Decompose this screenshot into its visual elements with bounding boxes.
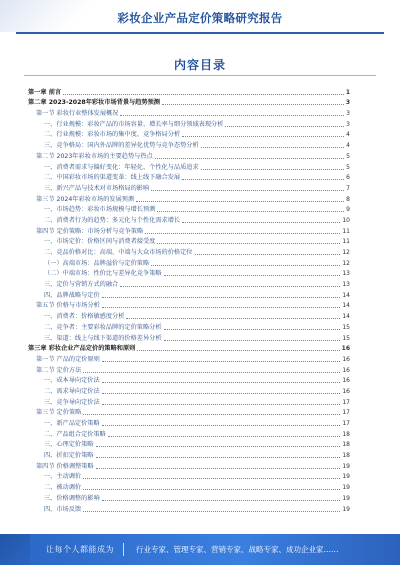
report-title: 彩妆企业产品定价策略研究报告 bbox=[117, 11, 283, 25]
toc-entry[interactable] bbox=[28, 257, 350, 268]
toc-entry[interactable] bbox=[28, 407, 350, 418]
toc-entry[interactable] bbox=[28, 332, 350, 343]
toc-entry[interactable] bbox=[28, 193, 350, 204]
toc-page-number: 7 bbox=[346, 184, 350, 192]
toc-entry-label: 二、竞品价格对比：高端、中端与大众市场的价格定位 bbox=[44, 249, 193, 256]
toc-entry-label: 一、市场定价：价格区间与消费者接受度 bbox=[44, 238, 156, 246]
toc-page-number: 19 bbox=[342, 462, 350, 470]
toc-leader-dots bbox=[164, 329, 341, 330]
toc-leader-dots bbox=[120, 115, 344, 116]
toc-entry-label: 三、竞争导向定价法 bbox=[44, 398, 100, 406]
toc-page-number: 13 bbox=[342, 270, 350, 278]
toc-entry-label: 二、竞争者：主要彩妆品牌的定价策略分析 bbox=[44, 323, 162, 331]
toc-entry[interactable] bbox=[28, 150, 350, 161]
toc-entry-label: 第二节 定价方法 bbox=[36, 366, 82, 374]
toc-entry-label: 二、消费者行为的趋势：多元化与个性化需求增长 bbox=[44, 216, 181, 224]
toc-entry-label: 第三章 彩妆企业产品定价的策略和原则 bbox=[28, 345, 136, 353]
toc-entry-label: 三、定价与营销方式的融合 bbox=[44, 281, 119, 289]
footer-separator bbox=[123, 543, 124, 556]
toc-entry-label: 四、品牌战略与定价 bbox=[44, 291, 100, 299]
toc-entry-label: 第一节 彩妆行业整体发展概况 bbox=[36, 110, 119, 118]
toc-entry[interactable] bbox=[28, 417, 350, 428]
toc-entry-label: 二、需求导向定价法 bbox=[44, 387, 100, 395]
toc-page-number: 16 bbox=[342, 355, 350, 363]
page-header bbox=[0, 0, 400, 38]
toc-page-number: 19 bbox=[342, 473, 350, 481]
toc-page-number: 16 bbox=[342, 366, 350, 374]
toc-leader-dots bbox=[155, 158, 344, 159]
toc-entry[interactable] bbox=[28, 246, 350, 257]
toc-page-number: 13 bbox=[342, 281, 350, 289]
toc-entry[interactable] bbox=[28, 503, 350, 514]
toc-page-number: 11 bbox=[342, 227, 350, 235]
toc-leader-dots bbox=[145, 233, 340, 234]
toc-leader-dots bbox=[137, 350, 339, 351]
toc-leader-dots bbox=[102, 307, 341, 308]
toc-chapter-entry[interactable] bbox=[28, 343, 350, 354]
toc-entry-label: 一、成本导向定价法 bbox=[44, 377, 100, 385]
toc-entry[interactable] bbox=[28, 118, 350, 129]
toc-leader-dots bbox=[201, 147, 344, 148]
toc-page-number: 18 bbox=[342, 452, 350, 460]
toc-leader-dots bbox=[83, 489, 340, 490]
toc-leader-dots bbox=[63, 94, 344, 95]
toc-leader-dots bbox=[102, 393, 341, 394]
toc-page-number: 3 bbox=[346, 110, 350, 118]
toc-leader-dots bbox=[164, 340, 341, 341]
toc-page-number: 4 bbox=[346, 142, 350, 150]
toc-entry-label: 一、消费者：价格敏感度分析 bbox=[44, 313, 125, 321]
toc-leader-dots bbox=[108, 436, 340, 437]
toc-entry-label: 一、市场趋势：彩妆市场规模与增长预测 bbox=[44, 206, 156, 214]
toc-entry-label: 第三节 2024年彩妆市场的发展预测 bbox=[36, 195, 135, 203]
toc-entry-label: 第四节 价格调整策略 bbox=[36, 462, 94, 470]
toc-leader-dots bbox=[83, 414, 340, 415]
toc-leader-dots bbox=[126, 318, 340, 319]
toc-title: 内容目录 bbox=[173, 58, 226, 72]
toc-entry-label: 第五节 价格与市场分析 bbox=[36, 302, 100, 310]
toc-leader-dots bbox=[96, 468, 341, 469]
toc-entry[interactable] bbox=[28, 396, 350, 407]
toc-title-rule bbox=[24, 75, 376, 76]
toc-leader-dots bbox=[83, 478, 340, 479]
toc-entry[interactable] bbox=[28, 236, 350, 247]
toc-entry[interactable] bbox=[28, 364, 350, 375]
toc-leader-dots bbox=[182, 136, 344, 137]
toc-entry[interactable] bbox=[28, 310, 350, 321]
toc-leader-dots bbox=[157, 211, 344, 212]
toc-page-number: 8 bbox=[346, 195, 350, 203]
toc-entry[interactable] bbox=[28, 471, 350, 482]
toc-page-number: 10 bbox=[342, 216, 350, 224]
toc-entry[interactable] bbox=[28, 107, 350, 118]
toc-entry-label: 第三节 定价策略 bbox=[36, 409, 82, 417]
toc-page-number: 17 bbox=[342, 409, 350, 417]
toc-page-number: 16 bbox=[341, 345, 350, 353]
toc-page-number: 11 bbox=[342, 238, 350, 246]
toc-entry[interactable] bbox=[28, 129, 350, 140]
toc-entry-label: 第一章 前言 bbox=[28, 88, 62, 96]
footer-accent bbox=[0, 534, 30, 565]
toc-entry-label: （二）中端市场：性价比与差异化竞争策略 bbox=[44, 270, 162, 278]
toc-entry[interactable] bbox=[28, 182, 350, 193]
toc-entry-label: 三、心理定价策略 bbox=[44, 441, 94, 449]
toc-leader-dots bbox=[157, 243, 340, 244]
toc-entry[interactable] bbox=[28, 353, 350, 364]
toc-entry-label: （一）高端市场：品牌溢价与定价策略 bbox=[44, 259, 150, 267]
toc-page-number: 19 bbox=[342, 505, 350, 513]
toc-leader-dots bbox=[225, 126, 344, 127]
toc-page-number: 15 bbox=[342, 334, 350, 342]
toc-page-number: 3 bbox=[345, 99, 350, 107]
toc-page-number: 16 bbox=[342, 387, 350, 395]
toc-page-number: 9 bbox=[346, 206, 350, 214]
toc-page-number: 14 bbox=[342, 313, 350, 321]
toc-entry[interactable] bbox=[28, 428, 350, 439]
toc-entry-label: 一、新产品定价策略 bbox=[44, 420, 100, 427]
toc-entry-label: 一、主动调价 bbox=[44, 473, 82, 481]
toc-entry[interactable] bbox=[28, 172, 350, 183]
toc-leader-dots bbox=[151, 190, 344, 191]
toc-entry-label: 二、产品组合定价策略 bbox=[44, 430, 106, 438]
toc-page-number: 16 bbox=[342, 377, 350, 385]
toc-entry-label: 一、消费者需求与偏好变化：年轻化、个性化与品质追求 bbox=[44, 163, 199, 171]
toc-page-number: 3 bbox=[346, 120, 350, 128]
toc-entry[interactable] bbox=[28, 492, 350, 503]
toc-entry[interactable] bbox=[28, 385, 350, 396]
footer-slogan: 行业专家、管理专家、营销专家、战略专家、成功企业家…… bbox=[136, 545, 339, 554]
toc-entry-label: 第二章 2023-2028年彩妆市场背景与趋势预测 bbox=[28, 99, 160, 107]
toc-page-number: 1 bbox=[345, 88, 350, 96]
toc-page-number: 6 bbox=[346, 174, 350, 182]
toc-leader-dots bbox=[120, 286, 340, 287]
toc-entry-label: 四、市场反馈 bbox=[44, 505, 82, 513]
toc-entry[interactable] bbox=[28, 204, 350, 215]
toc-entry-label: 三、竞争格局：国内外品牌的差异化优势与竞争态势分析 bbox=[44, 142, 199, 150]
header-rule bbox=[16, 32, 384, 34]
footer-tagline: 让每个人都能成为 bbox=[46, 545, 114, 554]
toc-entry-label: 三、价格调整的影响 bbox=[44, 494, 100, 502]
toc-entry[interactable] bbox=[28, 278, 350, 289]
toc-page-number: 15 bbox=[342, 323, 350, 331]
toc-page-number: 14 bbox=[342, 291, 350, 299]
toc-entry-label: 三、渠道：线上与线下渠道的价格差异分析 bbox=[44, 334, 162, 342]
toc-leader-dots bbox=[195, 254, 341, 255]
toc-page-number: 19 bbox=[342, 484, 350, 492]
toc-entry[interactable] bbox=[28, 321, 350, 332]
toc-entry[interactable] bbox=[28, 449, 350, 460]
toc-leader-dots bbox=[96, 446, 341, 447]
toc-page-number: 14 bbox=[342, 302, 350, 310]
toc-page-number: 5 bbox=[346, 163, 350, 171]
toc-entry[interactable] bbox=[28, 439, 350, 450]
toc-leader-dots bbox=[201, 169, 344, 170]
toc-page-number: 18 bbox=[342, 441, 350, 449]
toc-leader-dots bbox=[102, 382, 341, 383]
toc-leader-dots bbox=[102, 425, 341, 426]
toc-entry-label: 一、行业规模：彩妆产品的市场容量、增长率与细分领域表现分析 bbox=[44, 120, 224, 128]
toc-entry[interactable] bbox=[28, 460, 350, 471]
toc-page-number: 19 bbox=[342, 494, 350, 502]
toc-chapter-entry[interactable] bbox=[28, 86, 350, 97]
toc-entry[interactable] bbox=[28, 481, 350, 492]
toc-entry[interactable] bbox=[28, 300, 350, 311]
toc-leader-dots bbox=[182, 179, 344, 180]
toc-entry-label: 四、折扣定价策略 bbox=[44, 452, 94, 460]
toc-page-number: 12 bbox=[342, 259, 350, 267]
toc-leader-dots bbox=[83, 511, 340, 512]
toc-leader-dots bbox=[96, 457, 341, 458]
toc-leader-dots bbox=[162, 104, 344, 105]
toc-entry-label: 第二节 2023年彩妆市场的主要趋势与热点 bbox=[36, 152, 153, 160]
page-footer bbox=[0, 534, 400, 565]
toc-leader-dots bbox=[102, 361, 341, 362]
toc-entry-label: 第四节 定价策略：市场分析与竞争策略 bbox=[36, 227, 144, 235]
toc-page-number: 5 bbox=[346, 152, 350, 160]
toc-entry[interactable] bbox=[28, 139, 350, 150]
toc-entry[interactable] bbox=[28, 225, 350, 236]
toc-entry[interactable] bbox=[28, 289, 350, 300]
toc-entry[interactable] bbox=[28, 161, 350, 172]
toc-leader-dots bbox=[182, 222, 340, 223]
toc-page-number: 17 bbox=[342, 398, 350, 406]
toc-chapter-entry[interactable] bbox=[28, 97, 350, 108]
toc-entry[interactable] bbox=[28, 214, 350, 225]
toc-page-number: 17 bbox=[342, 420, 350, 427]
toc-leader-dots bbox=[102, 297, 341, 298]
toc-entry[interactable] bbox=[28, 375, 350, 386]
toc-entry-label: 二、行业规模：彩妆市场的集中度、竞争格局分析 bbox=[44, 131, 181, 139]
toc-leader-dots bbox=[102, 500, 341, 501]
toc-leader-dots bbox=[151, 265, 340, 266]
toc-leader-dots bbox=[83, 372, 340, 373]
toc-leader-dots bbox=[102, 404, 341, 405]
toc-page-number: 18 bbox=[342, 430, 350, 438]
toc-page-number: 12 bbox=[342, 249, 350, 256]
toc-entry[interactable] bbox=[28, 268, 350, 279]
toc-entry-label: 二、中国彩妆市场的渠道变革：线上线下融合发展 bbox=[44, 174, 181, 182]
table-of-contents bbox=[28, 86, 350, 514]
toc-entry-label: 三、新兴产品与技术对市场格局的影响 bbox=[44, 184, 150, 192]
toc-leader-dots bbox=[164, 275, 341, 276]
toc-entry-label: 第一节 产品的定价原则 bbox=[36, 355, 100, 363]
toc-page-number: 4 bbox=[346, 131, 350, 139]
toc-entry-label: 二、被动调价 bbox=[44, 484, 82, 492]
toc-leader-dots bbox=[136, 201, 344, 202]
